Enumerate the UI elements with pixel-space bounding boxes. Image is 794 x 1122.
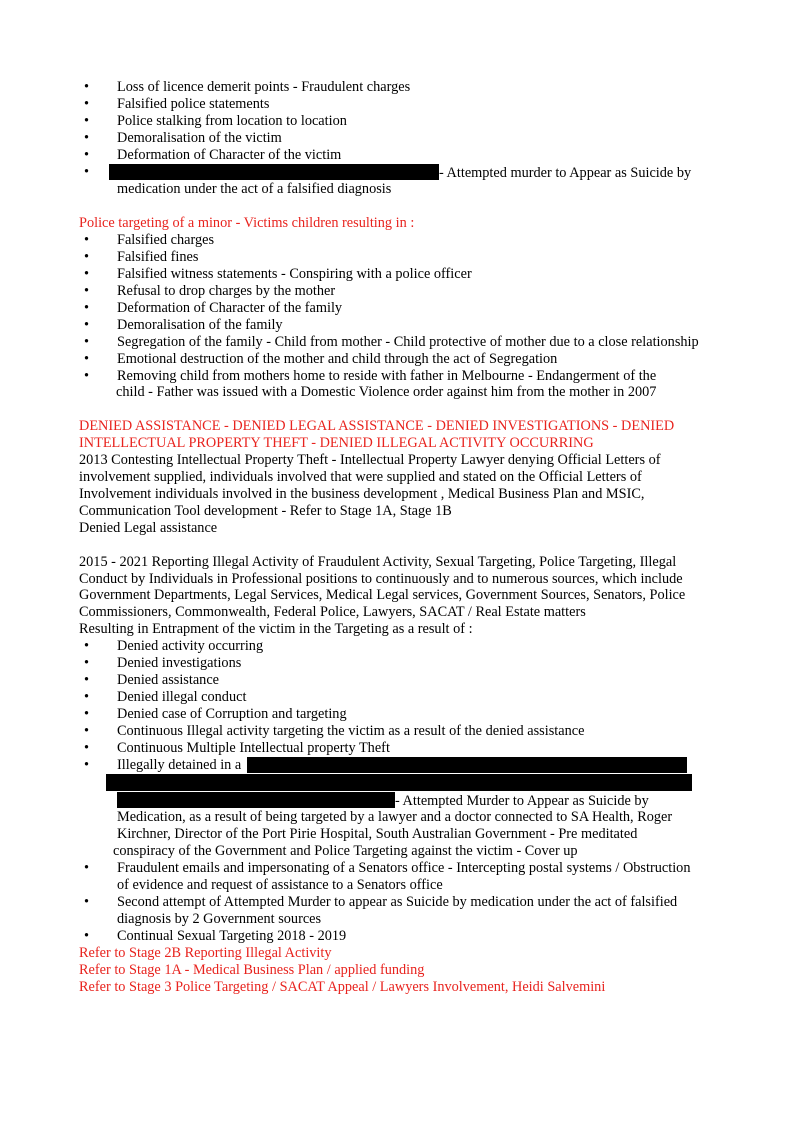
bullet-icon: • <box>84 688 90 705</box>
bullet-icon: • <box>84 655 90 672</box>
list-item: • Refusal to drop charges by the mother <box>84 282 336 299</box>
bullet-icon: • <box>84 266 90 283</box>
list-item: • Falsified fines <box>84 249 199 266</box>
redaction-bar <box>109 164 439 180</box>
bullet-icon: • <box>84 163 90 180</box>
bullet-icon: • <box>84 316 90 333</box>
redaction-bar <box>117 792 395 808</box>
bullet-icon: • <box>84 705 90 722</box>
list-item-detained: • Illegally detained in a <box>79 757 719 792</box>
list-item-continuation: conspiracy of the Government and Police Targeting against the victim - Cover up <box>113 843 578 860</box>
bullet-icon: • <box>84 146 90 163</box>
bullet-list-victim <box>79 79 719 198</box>
references <box>79 945 719 996</box>
bullet-icon: • <box>84 367 90 384</box>
list-item-continuation: Medication, as a result of being targeted by a lawyer and a doctor connected to SA Health, Roger <box>117 809 673 826</box>
bullet-icon: • <box>84 282 90 299</box>
bullet-icon: • <box>84 95 90 112</box>
list-item: • Denied case of Corruption and targeting <box>84 705 347 722</box>
list-item: • Loss of licence demerit points - Fraudulent charges <box>84 79 411 95</box>
bullet-icon: • <box>84 249 90 266</box>
list-item: • Denied activity occurring <box>84 638 264 655</box>
list-item-continuation: - Attempted Murder to Appear as Suicide by <box>79 792 719 810</box>
section-heading-denied: DENIED ASSISTANCE - DENIED LEGAL ASSISTANCE - DENIED INVESTIGATIONS - DENIED INTELLECTUAL PROPERTY THEFT - DENIED ILLEGAL ACTIVITY OCCURRING <box>79 418 675 452</box>
list-item: • Police stalking from location to location <box>84 112 347 129</box>
list-item-continuation: medication under the act of a falsified diagnosis <box>117 181 392 198</box>
bullet-icon: • <box>84 672 90 688</box>
bullet-icon: • <box>84 739 90 756</box>
list-item: • Continuous Illegal activity targeting the victim as a result of the denied assistance <box>84 722 585 739</box>
list-item-continuation: of evidence and request of assistance to a Senators office <box>117 877 443 894</box>
list-item: • Deformation of Character of the family <box>84 299 343 316</box>
paragraph-2013: 2013 Contesting Intellectual Property Theft - Intellectual Property Lawyer denying Official Letters of involvement supplied, individuals involved that were supplied and stated on the Official Letters of Involvement individuals involved in the business development , Medical Business Plan and MSIC, Communication Tool development - Refer to Stage 1A, Stage 1B Denied Legal assistance <box>79 452 661 536</box>
list-item: • Falsified charges <box>84 232 215 249</box>
bullet-icon: • <box>84 722 90 739</box>
list-item: • Falsified witness statements - Conspiring with a police officer <box>84 266 472 283</box>
list-item-continuation: Kirchner, Director of the Port Pirie Hospital, South Australian Government - Pre meditated <box>117 826 638 843</box>
paragraph-2015-2021: 2015 - 2021 Reporting Illegal Activity of Fraudulent Activity, Sexual Targeting, Police Targeting, Illegal Conduct by Individuals in Professional positions to continuously and to numerous sources, which include Government Departments, Legal Services, Medical Legal services, Government Sources, Senators, Police Commissioners, Commonwealth, Federal Police, Lawyers, SACAT / Real Estate matters Resulting in Entrapment of the victim in the Targeting as a result of : <box>79 553 686 638</box>
bullet-icon: • <box>84 232 90 249</box>
list-item-continuation: diagnosis by 2 Government sources <box>117 910 322 927</box>
bullet-icon: • <box>84 638 90 655</box>
section-heading-minor: Police targeting of a minor - Victims children resulting in : <box>79 215 415 232</box>
list-item: • - Attempted murder to Appear as Suicide by <box>84 163 692 181</box>
bullet-icon: • <box>84 756 90 773</box>
bullet-icon: • <box>84 893 90 910</box>
list-item: • Emotional destruction of the mother and child through the act of Segregation <box>84 350 558 367</box>
list-item: • Second attempt of Attempted Murder to appear as Suicide by medication under the act of falsified <box>84 893 678 910</box>
redaction-bar <box>247 757 687 773</box>
bullet-icon: • <box>84 350 90 367</box>
bullet-icon: • <box>84 299 90 316</box>
redaction-bar <box>106 774 692 791</box>
list-item: • Demoralisation of the victim <box>84 129 282 146</box>
list-item: • Deformation of Character of the victim <box>84 146 342 163</box>
list-item: • Continuous Multiple Intellectual property Theft <box>84 739 390 756</box>
list-item: • Continual Sexual Targeting 2018 - 2019 <box>84 927 347 944</box>
bullet-icon: • <box>84 79 90 95</box>
bullet-list-denied <box>79 638 719 945</box>
list-item: • Fraudulent emails and impersonating of a Senators office - Intercepting postal systems / Obstruction <box>84 860 691 877</box>
document-body <box>79 79 719 995</box>
reference-stage-3: Refer to Stage 3 Police Targeting / SACAT Appeal / Lawyers Involvement, Heidi Salvemini <box>79 978 606 995</box>
reference-stage-1a: Refer to Stage 1A - Medical Business Plan / applied funding <box>79 961 425 978</box>
bullet-icon: • <box>84 112 90 129</box>
list-item: • Demoralisation of the family <box>84 316 283 333</box>
list-item-continuation: child - Father was issued with a Domestic Violence order against him from the mother in 2007 <box>116 384 657 401</box>
bullet-icon: • <box>84 860 90 877</box>
list-item: • Removing child from mothers home to reside with father in Melbourne - Endangerment of the <box>84 367 657 384</box>
bullet-icon: • <box>84 129 90 146</box>
bullet-list-minor <box>79 232 719 401</box>
list-item: • Segregation of the family - Child from mother - Child protective of mother due to a close relationship <box>84 333 699 350</box>
list-item: • Denied investigations <box>84 655 242 672</box>
bullet-icon: • <box>84 333 90 350</box>
reference-stage-2b: Refer to Stage 2B Reporting Illegal Activity <box>79 944 332 961</box>
list-item: • Denied illegal conduct <box>84 688 247 705</box>
bullet-icon: • <box>84 927 90 944</box>
list-item: • Falsified police statements <box>84 95 270 112</box>
list-item: • Denied assistance <box>84 672 220 688</box>
